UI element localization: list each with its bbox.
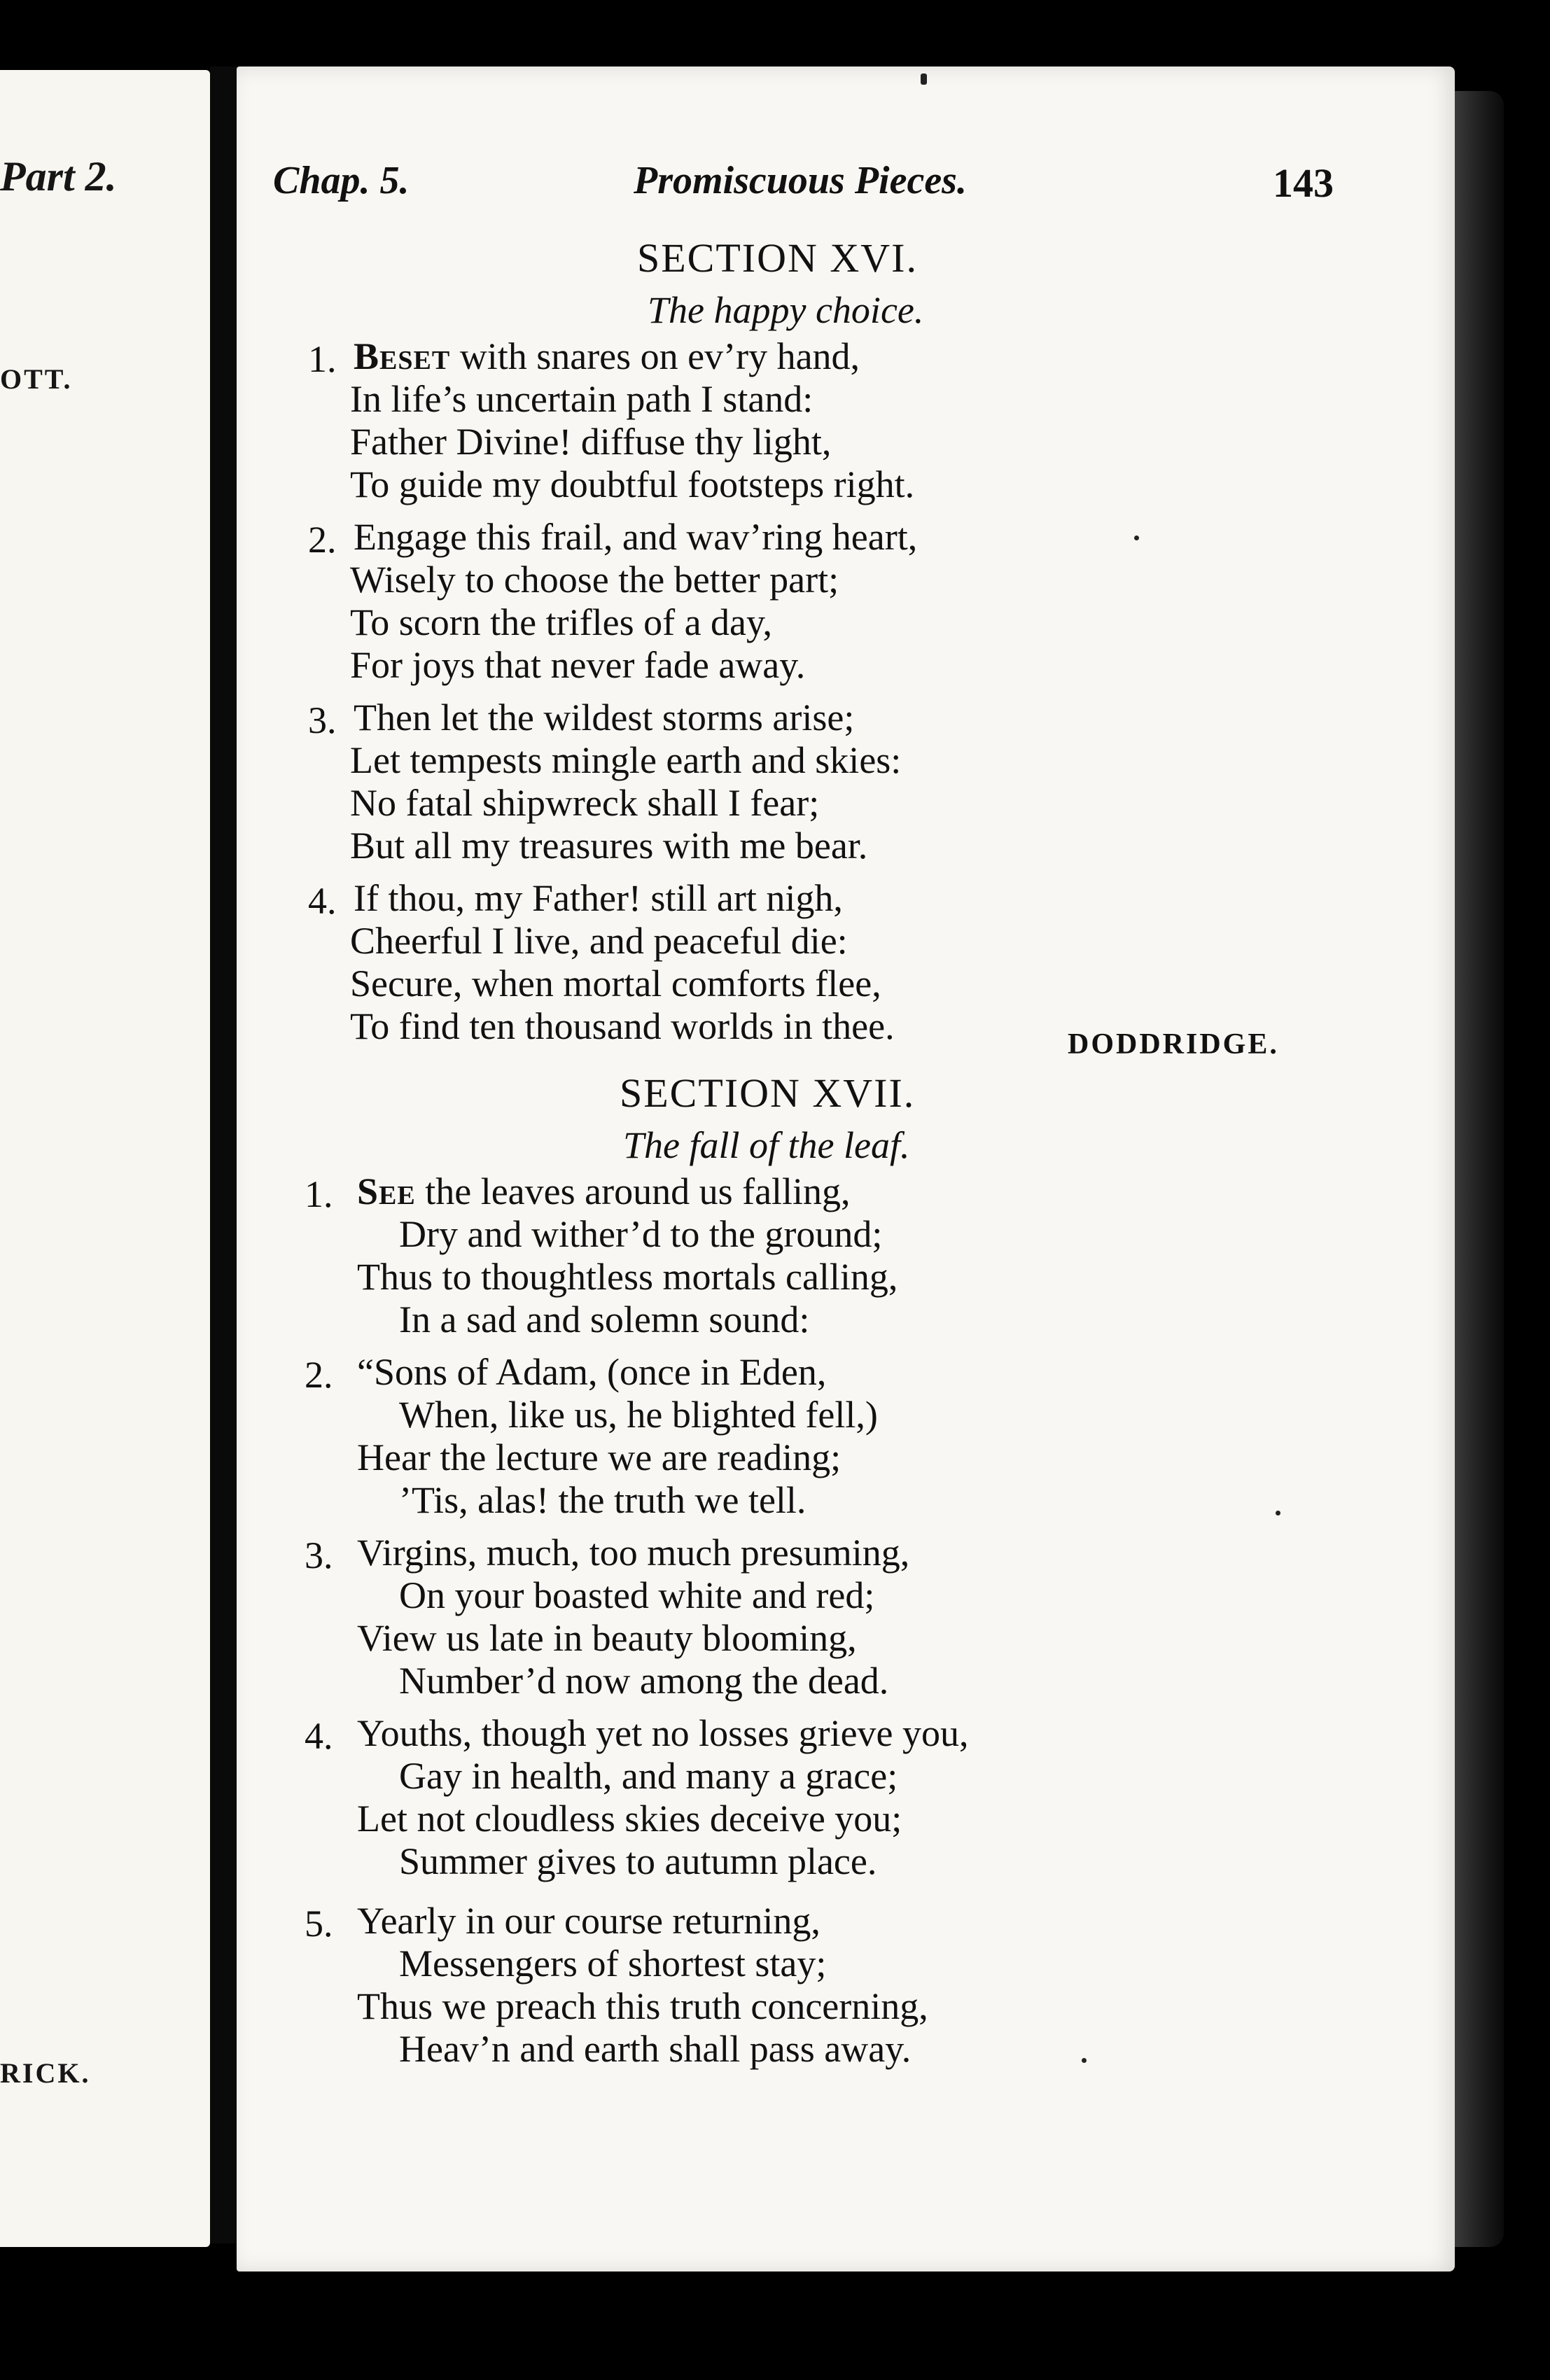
poem-line: For joys that never fade away. bbox=[350, 644, 806, 686]
line-text: the leaves around us falling, bbox=[425, 1170, 851, 1212]
stanza-number: 1. bbox=[305, 1173, 333, 1215]
first-word: See bbox=[357, 1170, 416, 1212]
poem-line: Hear the lecture we are reading; bbox=[357, 1436, 842, 1478]
poem-line: Father Divine! diffuse thy light, bbox=[350, 421, 832, 463]
poem-line: Virgins, much, too much presuming, bbox=[357, 1532, 910, 1574]
section-subtitle: The fall of the leaf. bbox=[623, 1124, 910, 1166]
poem-line: Summer gives to autumn place. bbox=[399, 1840, 877, 1882]
stanza-number: 4. bbox=[305, 1715, 333, 1757]
poem-line: Cheerful I live, and peaceful die: bbox=[350, 920, 848, 962]
scan-speck bbox=[1082, 2058, 1087, 2063]
poem-line: Wisely to choose the better part; bbox=[350, 559, 839, 601]
page-gutter bbox=[210, 66, 237, 2244]
poem-line: To scorn the trifles of a day, bbox=[350, 601, 773, 643]
poem-line: Heav’n and earth shall pass away. bbox=[399, 2028, 912, 2070]
poem-line: In life’s uncertain path I stand: bbox=[350, 378, 814, 420]
poem-line: Youths, though yet no losses grieve you, bbox=[357, 1712, 969, 1754]
poem-line: Gay in health, and many a grace; bbox=[399, 1755, 898, 1797]
page-edge-shadow bbox=[1455, 91, 1504, 2247]
poem-line: On your boasted white and red; bbox=[399, 1574, 875, 1616]
poem-line: But all my treasures with me bear. bbox=[350, 825, 868, 867]
poem-line: Let tempests mingle earth and skies: bbox=[350, 739, 902, 781]
scan-speck bbox=[1276, 1511, 1280, 1516]
poem-line: Number’d now among the dead. bbox=[399, 1660, 889, 1702]
poem-line: To find ten thousand worlds in thee. bbox=[350, 1005, 895, 1047]
poem-line: Then let the wildest storms arise; bbox=[354, 696, 855, 738]
poem-line: No fatal shipwreck shall I fear; bbox=[350, 782, 820, 824]
first-word: Beset bbox=[354, 335, 451, 377]
poem-line: Thus to thoughtless mortals calling, bbox=[357, 1256, 898, 1298]
page-number: 143 bbox=[1273, 160, 1334, 206]
stanza-number: 1. bbox=[308, 338, 337, 380]
poem-line: In a sad and solemn sound: bbox=[399, 1298, 810, 1340]
poem-line: Let not cloudless skies deceive you; bbox=[357, 1798, 902, 1840]
stanza-number: 2. bbox=[305, 1354, 333, 1396]
poem-line bbox=[354, 337, 860, 375]
stanza-number: 5. bbox=[305, 1903, 333, 1945]
poem-line: Thus we preach this truth concerning, bbox=[357, 1985, 928, 2027]
poem-line: To guide my doubtful footsteps right. bbox=[350, 463, 915, 505]
scan-speck bbox=[1134, 536, 1139, 540]
left-attribution-fragment: RICK. bbox=[0, 2057, 91, 2089]
poem-line: Yearly in our course returning, bbox=[357, 1900, 821, 1942]
running-header-chapter: Chap. 5. bbox=[273, 159, 410, 202]
poem-line bbox=[357, 1172, 851, 1210]
stanza-number: 2. bbox=[308, 519, 337, 561]
poem-line: Messengers of shortest stay; bbox=[399, 1942, 827, 1984]
section-heading: SECTION XVI. bbox=[637, 235, 918, 281]
stanza-number: 4. bbox=[308, 880, 337, 922]
scan-speck bbox=[921, 74, 927, 85]
running-header-title: Promiscuous Pieces. bbox=[634, 159, 967, 202]
section-subtitle: The happy choice. bbox=[648, 289, 924, 331]
poem-line: If thou, my Father! still art nigh, bbox=[354, 877, 843, 919]
section-heading: SECTION XVII. bbox=[620, 1070, 916, 1116]
poem-line: View us late in beauty blooming, bbox=[357, 1617, 857, 1659]
attribution: DODDRIDGE. bbox=[1068, 1028, 1279, 1060]
stanza-number: 3. bbox=[308, 699, 337, 741]
poem-line: Dry and wither’d to the ground; bbox=[399, 1213, 883, 1255]
poem-line: “Sons of Adam, (once in Eden, bbox=[357, 1351, 827, 1393]
line-text: with snares on ev’ry hand, bbox=[459, 335, 860, 377]
left-page-fragment bbox=[0, 70, 210, 2247]
poem-line: ’Tis, alas! the truth we tell. bbox=[399, 1479, 807, 1521]
poem-line: When, like us, he blighted fell,) bbox=[399, 1394, 878, 1436]
poem-line: Engage this frail, and wav’ring heart, bbox=[354, 516, 918, 558]
stanza-number: 3. bbox=[305, 1534, 333, 1576]
poem-line: Secure, when mortal comforts flee, bbox=[350, 962, 881, 1004]
left-running-header: Part 2. bbox=[0, 153, 117, 200]
left-attribution-fragment: OTT. bbox=[0, 363, 73, 395]
